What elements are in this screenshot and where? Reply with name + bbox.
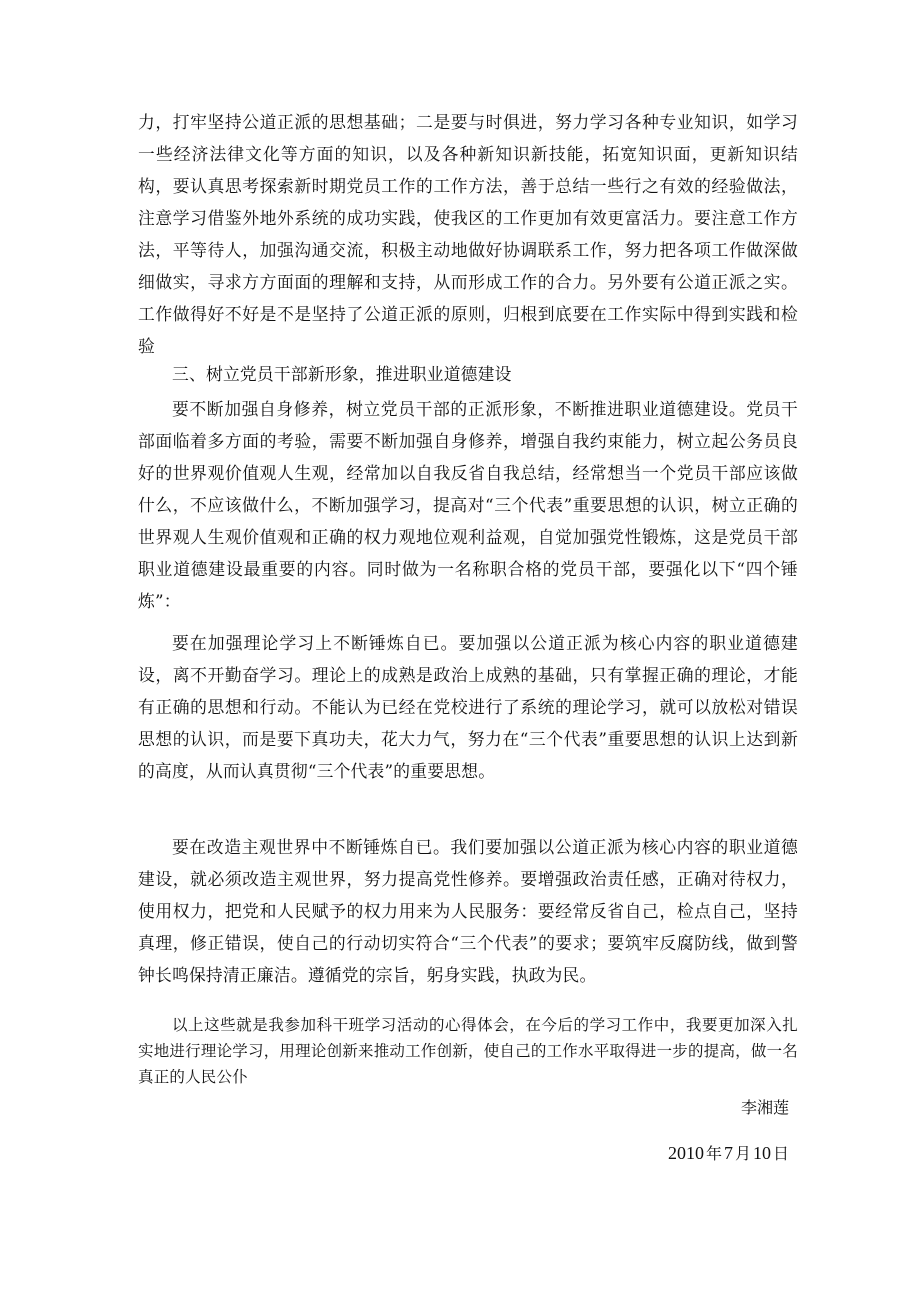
date-day-unit: 日 bbox=[772, 1144, 789, 1163]
date-day: 10 bbox=[752, 1143, 771, 1163]
date-year: 2010 bbox=[667, 1143, 704, 1163]
body-paragraph: 要在改造主观世界中不断锤炼自已。我们要加强以公道正派为核心内容的职业道德建设，就必须改造主观世界，努力提高党性修养。要增强政治责任感，正确对待权力，使用权力，把党和人民赋予的权力用来为人民服务：要经常反省自己，检点自己，坚持真理，修正错误，使自己的行动切实符合“三个代表”的要求；要筑牢反腐防线，做到警钟长鸣保持清正廉洁。遵循党的宗旨，躬身实践，执政为民。 bbox=[138, 837, 798, 985]
body-paragraph: 要在加强理论学习上不断锤炼自已。要加强以公道正派为核心内容的职业道德建设，离不开勤奋学习。理论上的成熟是政治上成熟的基础，只有掌握正确的理论，才能有正确的思想和行动。不能认为已经在党校进行了系统的理论学习，就可以放松对错误思想的认识，而是要下真功夫，花大力气，努力在“三个代表”重要思想的认识上达到新的高度，从而认真贯彻“三个代表”的重要思想。 bbox=[138, 633, 798, 781]
document-date bbox=[666, 1141, 789, 1166]
section-heading: 三、树立党员干部新形象，推进职业道德建设 bbox=[172, 364, 512, 384]
body-paragraph: 力，打牢坚持公道正派的思想基础；二是要与时俱进，努力学习各种专业知识，如学习一些经济法律文化等方面的知识，以及各种新知识新技能，拓宽知识面，更新知识结构，要认真思考探索新时期党员工作的工作方法，善于总结一些行之有效的经验做法，注意学习借鉴外地外系统的成功实践，使我区的工作更加有效更富活力。要注意工作方法，平等待人，加强沟通交流，积极主动地做好协调联系工作，努力把各项工作做深做细做实，寻求方方面面的理解和支持，从而形成工作的合力。另外要有公道正派之实。工作做得好不好是不是坚持了公道正派的原则，归根到底要在工作实际中得到实践和检验 bbox=[138, 112, 798, 356]
date-month-unit: 月 bbox=[734, 1144, 751, 1163]
body-paragraph: 要不断加强自身修养，树立党员干部的正派形象，不断推进职业道德建设。党员干部面临着多方面的考验，需要不断加强自身修养，增强自我约束能力，树立起公务员良好的世界观价值观人生观，经常加以自我反省自我总结，经常想当一个党员干部应该做什么，不应该做什么，不断加强学习，提高对“三个代表”重要思想的认识，树立正确的世界观人生观价值观和正确的权力观地位观利益观，自觉加强党性锻炼，这是党员干部职业道德建设最重要的内容。同时做为一名称职合格的党员干部，要强化以下“四个锤炼”： bbox=[138, 399, 798, 611]
date-month: 7 bbox=[723, 1143, 733, 1163]
closing-paragraph: 以上这些就是我参加科干班学习活动的心得体会，在今后的学习工作中，我要更加深入扎实地进行理论学习，用理论创新来推动工作创新，使自己的工作水平取得进一步的提高，做一名真正的人民公仆 bbox=[138, 1016, 798, 1086]
author-signature: 李湘莲 bbox=[740, 1098, 789, 1117]
date-year-unit: 年 bbox=[705, 1144, 722, 1163]
